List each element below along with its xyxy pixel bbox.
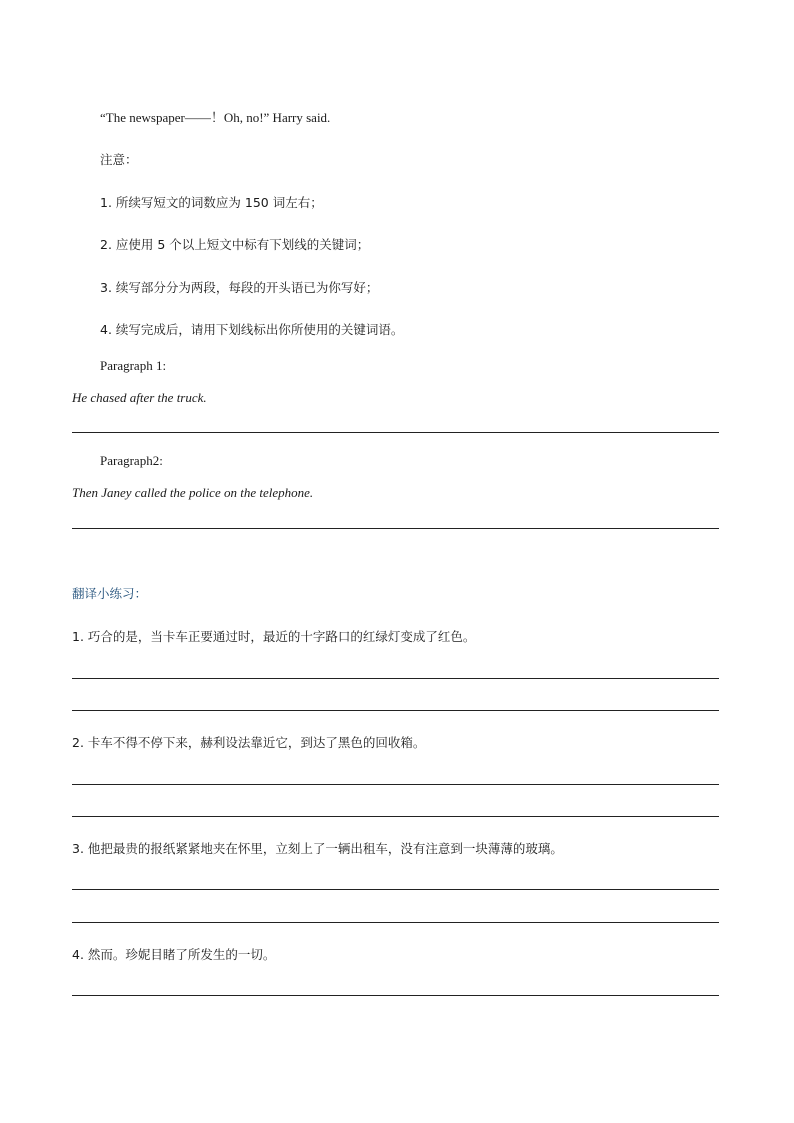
paragraph-1-label: Paragraph 1: bbox=[100, 358, 167, 373]
paragraph-2-label: Paragraph2: bbox=[100, 453, 163, 468]
translation-title: 翻译小练习： bbox=[72, 586, 148, 601]
writing-line bbox=[72, 816, 719, 817]
writing-line bbox=[72, 678, 719, 679]
note-item-3: 3. 续写部分分为两段，每段的开头语已为你写好； bbox=[100, 280, 379, 295]
notes-title: 注意： bbox=[100, 152, 138, 167]
translation-item-2: 2. 卡车不得不停下来，赫利设法靠近它，到达了黑色的回收箱。 bbox=[72, 735, 426, 750]
paragraph-1-opening: He chased after the truck. bbox=[72, 390, 207, 405]
paragraph-2-opening: Then Janey called the police on the telephone. bbox=[72, 485, 314, 500]
quote-line: “The newspaper——！Oh, no!” Harry said. bbox=[100, 110, 331, 125]
writing-line bbox=[72, 432, 719, 433]
writing-line bbox=[72, 784, 719, 785]
translation-item-4: 4. 然而。珍妮目睹了所发生的一切。 bbox=[72, 947, 276, 962]
note-item-1: 1. 所续写短文的词数应为 150 词左右； bbox=[100, 195, 323, 210]
writing-line bbox=[72, 922, 719, 923]
writing-line bbox=[72, 710, 719, 711]
writing-line bbox=[72, 889, 719, 890]
translation-item-3: 3. 他把最贵的报纸紧紧地夹在怀里，立刻上了一辆出租车，没有注意到一块薄薄的玻璃。 bbox=[72, 841, 563, 856]
note-item-2: 2. 应使用 5 个以上短文中标有下划线的关键词； bbox=[100, 237, 370, 252]
writing-line bbox=[72, 528, 719, 529]
translation-item-1: 1. 巧合的是，当卡车正要通过时，最近的十字路口的红绿灯变成了红色。 bbox=[72, 629, 476, 644]
note-item-4: 4. 续写完成后，请用下划线标出你所使用的关键词语。 bbox=[100, 322, 404, 337]
writing-line bbox=[72, 995, 719, 996]
